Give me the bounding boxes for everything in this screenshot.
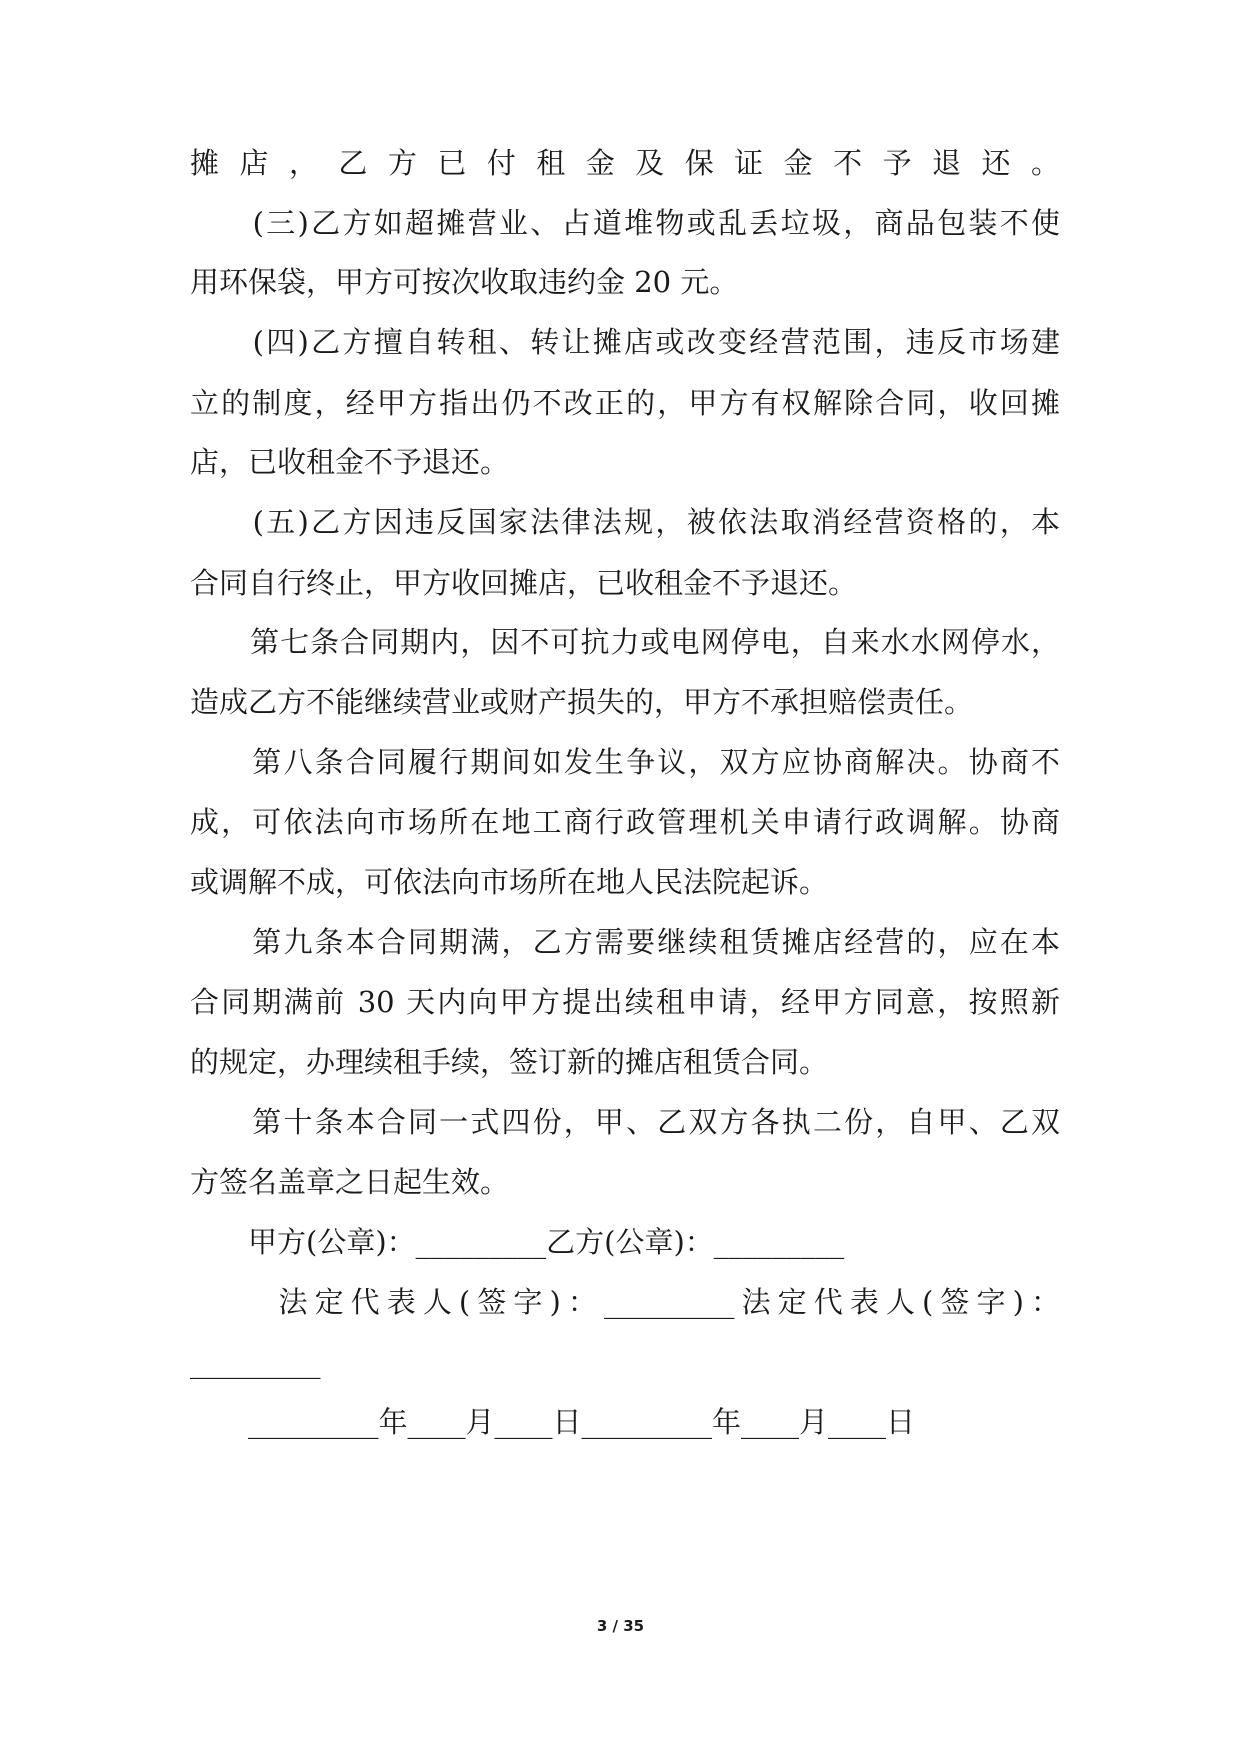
text-line-3: 用环保袋，甲方可按次收取违约金 20 元。 [190, 265, 739, 299]
text-line-9: 第七条合同期内，因不可抗力或电网停电，自来水水网停水， [190, 625, 1060, 659]
signature-line-representatives: 法定代表人(签字)：_________法定代表人(签字)： [190, 1285, 1060, 1319]
text-line-5: 立的制度，经甲方指出仍不改正的，甲方有权解除合同，收回摊 [190, 386, 1060, 420]
date-line: _________年____月____日_________年____月____日 [190, 1405, 916, 1439]
text-line-14: 第九条本合同期满，乙方需要继续租赁摊店经营的，应在本 [190, 925, 1060, 959]
text-line-12: 成，可依法向市场所在地工商行政管理机关申请行政调解。协商 [190, 805, 1060, 839]
text-line-2: (三)乙方如超摊营业、占道堆物或乱丢垃圾，商品包装不使 [190, 206, 1060, 240]
text-line-7: (五)乙方因违反国家法律法规，被依法取消经营资格的，本 [190, 505, 1060, 539]
text-line-16: 的规定，办理续租手续，签订新的摊店租赁合同。 [190, 1045, 829, 1079]
signature-line-blank: _________ [190, 1345, 321, 1379]
text-line-13: 或调解不成，可依法向市场所在地人民法院起诉。 [190, 865, 829, 899]
text-line-15: 合同期满前 30 天内向甲方提出续租申请，经甲方同意，按照新 [190, 985, 1060, 1019]
text-line-4: (四)乙方擅自转租、转让摊店或改变经营范围，违反市场建 [190, 325, 1060, 359]
text-line-1: 摊店，乙方已付租金及保证金不予退还。 [190, 146, 1060, 180]
page-number: 3 / 35 [596, 1617, 645, 1635]
text-line-17: 第十条本合同一式四份，甲、乙双方各执二份，自甲、乙双 [190, 1105, 1060, 1139]
signature-line-seals: 甲方(公章)：_________乙方(公章)：_________ [190, 1225, 845, 1259]
text-line-8: 合同自行终止，甲方收回摊店，已收租金不予退还。 [190, 566, 858, 600]
text-line-11: 第八条合同履行期间如发生争议，双方应协商解决。协商不 [190, 745, 1060, 779]
text-line-10: 造成乙方不能继续营业或财产损失的，甲方不承担赔偿责任。 [190, 685, 974, 719]
text-line-18: 方签名盖章之日起生效。 [190, 1165, 510, 1199]
text-line-6: 店，已收租金不予退还。 [190, 445, 510, 479]
